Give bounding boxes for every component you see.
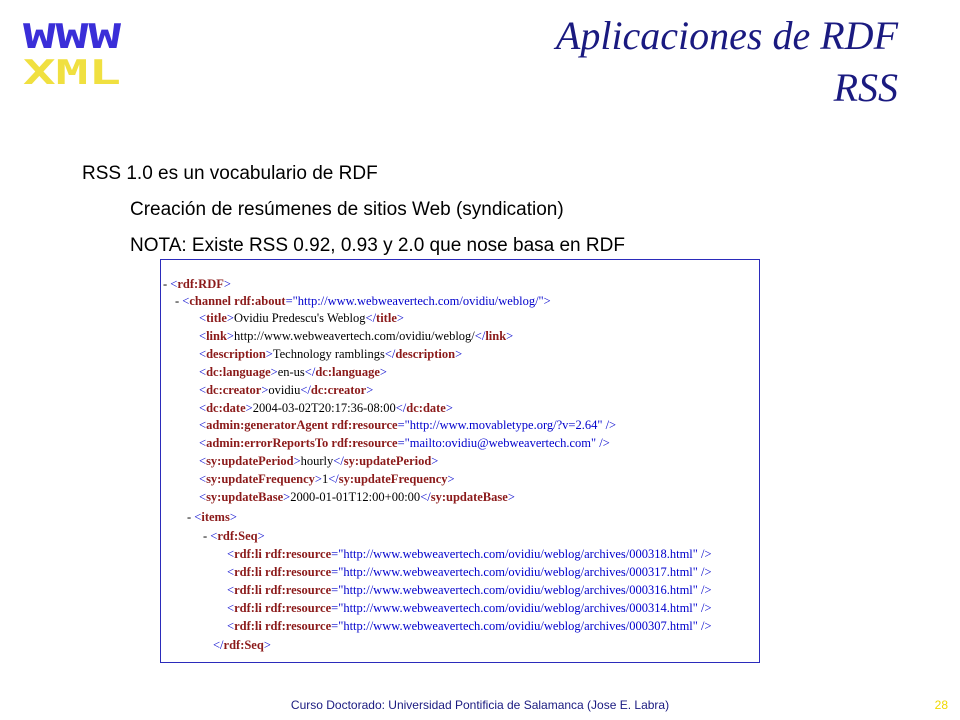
xml-line: <link>http://www.webweavertech.com/ovidiu/weblog/</link>: [199, 329, 514, 343]
page-number: 28: [934, 698, 948, 712]
xml-line: - <items>: [187, 510, 237, 524]
xml-line: <dc:date>2004-03-02T20:17:36-08:00</dc:date>: [199, 401, 453, 415]
xml-line: <rdf:li rdf:resource="http://www.webweavertech.com/ovidiu/weblog/archives/000307.html" />: [227, 619, 712, 633]
xml-line: <description>Technology ramblings</description>: [199, 347, 463, 361]
xml-line: <rdf:li rdf:resource="http://www.webweavertech.com/ovidiu/weblog/archives/000317.html" />: [227, 565, 712, 579]
xml-line: - <rdf:RDF>: [163, 277, 231, 291]
xml-line: <dc:language>en-us</dc:language>: [199, 365, 387, 379]
bullet-3: NOTA: Existe RSS 0.92, 0.93 y 2.0 que nose basa en RDF: [130, 235, 625, 256]
slide-title: Aplicaciones de RDF: [555, 13, 898, 58]
xml-line: <dc:creator>ovidiu</dc:creator>: [199, 383, 374, 397]
xml-line: </rdf:Seq>: [213, 638, 271, 652]
bullet-1: RSS 1.0 es un vocabulario de RDF: [82, 163, 378, 184]
slide-subtitle: RSS: [833, 65, 898, 110]
www-xml-logo: [20, 12, 125, 92]
footer-text: Curso Doctorado: Universidad Pontificia de Salamanca (Jose E. Labra): [290, 698, 670, 712]
xml-line: <admin:generatorAgent rdf:resource="http://www.movabletype.org/?v=2.64" />: [199, 418, 617, 432]
xml-line: <admin:errorReportsTo rdf:resource="mailto:ovidiu@webweavertech.com" />: [199, 436, 610, 450]
xml-line: <rdf:li rdf:resource="http://www.webweavertech.com/ovidiu/weblog/archives/000314.html" />: [227, 601, 712, 615]
bullet-2: Creación de resúmenes de sitios Web (syndication): [130, 199, 564, 220]
xml-line: <sy:updateBase>2000-01-01T12:00+00:00</sy:updateBase>: [199, 490, 515, 504]
xml-line: - <rdf:Seq>: [203, 529, 265, 543]
rss-xml-listing: [160, 259, 760, 663]
xml-line: <title>Ovidiu Predescu's Weblog</title>: [199, 311, 404, 325]
xml-line: <rdf:li rdf:resource="http://www.webweavertech.com/ovidiu/weblog/archives/000316.html" />: [227, 583, 712, 597]
xml-line: <sy:updateFrequency>1</sy:updateFrequency>: [199, 472, 455, 486]
xml-line: <rdf:li rdf:resource="http://www.webweavertech.com/ovidiu/weblog/archives/000318.html" />: [227, 547, 712, 561]
xml-line: - <channel rdf:about="http://www.webweavertech.com/ovidiu/weblog/">: [175, 294, 551, 308]
xml-line: <sy:updatePeriod>hourly</sy:updatePeriod>: [199, 454, 439, 468]
logo-www: WWW: [23, 17, 122, 57]
logo-xml: XML: [23, 53, 121, 92]
